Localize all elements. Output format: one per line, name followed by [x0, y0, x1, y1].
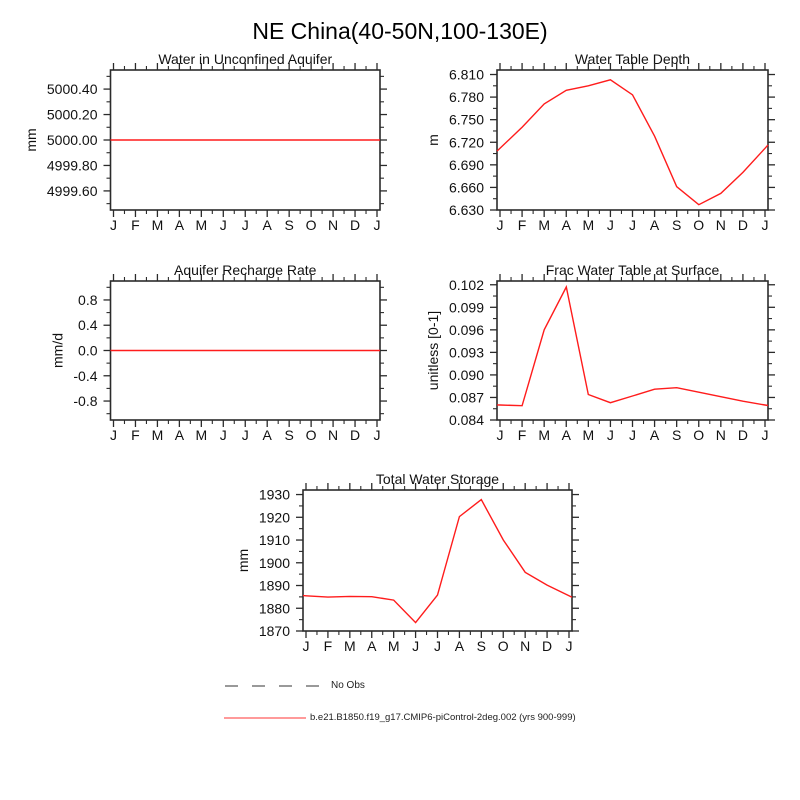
x-tick-label: J [496, 217, 504, 233]
chart-frac-water-table-at-surface [425, 262, 775, 443]
y-tick-label: 4999.60 [46, 182, 98, 199]
x-tick-label: J [565, 638, 573, 654]
x-tick-label: A [649, 427, 660, 443]
no-obs-label: No Obs [331, 680, 365, 691]
x-tick-label: A [367, 638, 377, 654]
x-tick-label: J [629, 427, 636, 443]
x-tick-label: N [715, 427, 726, 443]
x-tick-label: J [219, 427, 227, 443]
y-tick-label: 1890 [258, 577, 290, 594]
x-tick-label: J [241, 427, 249, 443]
y-tick-label: 1900 [258, 554, 290, 571]
page-title: NE China(40-50N,100-130E) [252, 18, 548, 44]
x-tick-label: A [454, 638, 465, 654]
y-tick-label: 1920 [258, 509, 290, 526]
y-tick-label: 0.093 [448, 344, 484, 361]
y-tick-label: 6.720 [448, 134, 484, 151]
x-tick-label: M [538, 427, 551, 443]
x-tick-label: S [476, 638, 487, 654]
x-tick-label: M [582, 217, 595, 233]
x-tick-label: J [761, 427, 769, 443]
y-axis-label: m [424, 134, 441, 146]
y-tick-label: 0.084 [448, 412, 484, 428]
subplot-title: Total Water Storage [375, 471, 500, 487]
x-tick-label: F [323, 638, 333, 654]
y-tick-label: 6.630 [448, 202, 484, 218]
y-axis-label: unitless [0-1] [424, 310, 441, 391]
x-tick-label: O [305, 217, 317, 233]
y-tick-label: 6.690 [448, 156, 484, 173]
x-tick-label: S [671, 427, 682, 443]
x-tick-label: D [349, 427, 361, 443]
x-tick-label: A [262, 427, 272, 443]
x-tick-label: S [284, 427, 294, 443]
x-tick-label: D [349, 217, 361, 233]
plot-frame [303, 490, 572, 631]
series-line [497, 287, 768, 406]
x-tick-label: A [174, 427, 185, 443]
y-tick-label: 5000.40 [46, 81, 98, 98]
y-tick-label: 0.4 [78, 317, 98, 334]
x-tick-label: J [110, 427, 117, 443]
subplot-title: Water in Unconfined Aquifer [158, 51, 333, 67]
y-tick-label: 1870 [258, 623, 290, 639]
x-tick-label: J [241, 217, 249, 233]
x-tick-label: D [737, 217, 748, 233]
x-tick-label: F [517, 427, 527, 443]
x-tick-label: J [606, 427, 614, 443]
y-tick-label: 1930 [258, 486, 290, 503]
x-tick-label: A [174, 217, 185, 233]
x-tick-label: M [151, 217, 164, 233]
y-tick-label: 4999.80 [46, 157, 98, 174]
x-tick-label: A [561, 217, 571, 233]
x-tick-label: M [582, 427, 595, 443]
x-tick-label: A [561, 427, 571, 443]
y-tick-label: -0.8 [73, 393, 98, 410]
x-tick-label: J [434, 638, 441, 654]
x-tick-label: F [517, 217, 527, 233]
x-tick-label: N [715, 217, 726, 233]
x-tick-label: N [520, 638, 531, 654]
x-tick-label: M [195, 217, 208, 233]
y-tick-label: 6.780 [448, 89, 484, 106]
y-axis-label: mm [234, 548, 251, 573]
x-tick-label: J [761, 217, 769, 233]
x-tick-label: O [497, 638, 509, 654]
model-run-label: b.e21.B1850.f19_g17.CMIP6-piControl-2deg.002 (yrs 900-999) [310, 712, 576, 723]
x-tick-label: O [305, 427, 317, 443]
y-tick-label: 6.660 [448, 179, 484, 196]
x-tick-label: A [649, 217, 660, 233]
y-tick-label: -0.4 [73, 367, 98, 384]
x-tick-label: D [542, 638, 553, 654]
x-tick-label: O [693, 217, 705, 233]
no-obs-line-sample [225, 685, 329, 687]
x-tick-label: J [606, 217, 614, 233]
subplot-title: Water Table Depth [574, 51, 691, 67]
x-tick-label: J [302, 638, 310, 654]
series-line [497, 80, 768, 205]
y-tick-label: 1880 [258, 600, 290, 617]
y-tick-label: 6.750 [448, 111, 484, 128]
y-tick-label: 0.099 [448, 299, 484, 316]
plot-frame [497, 70, 768, 210]
y-tick-label: 0.8 [78, 291, 98, 308]
x-tick-label: F [131, 217, 140, 233]
x-tick-label: M [387, 638, 400, 654]
y-tick-label: 5000.00 [46, 132, 98, 148]
subplot-title: Frac Water Table at Surface [545, 262, 720, 278]
x-tick-label: M [343, 638, 356, 654]
series-line [303, 500, 572, 623]
x-tick-label: N [328, 427, 339, 443]
y-tick-label: 0.102 [448, 276, 484, 293]
y-axis-label: mm [22, 128, 39, 152]
x-tick-label: N [328, 217, 339, 233]
x-tick-label: A [262, 217, 272, 233]
x-tick-label: J [373, 217, 381, 233]
y-tick-label: 0.0 [78, 342, 98, 359]
x-tick-label: J [629, 217, 636, 233]
x-tick-label: M [151, 427, 164, 443]
x-tick-label: D [737, 427, 748, 443]
x-tick-label: J [110, 217, 117, 233]
x-tick-label: J [412, 638, 420, 654]
y-tick-label: 5000.20 [46, 106, 98, 123]
subplot-title: Aquifer Recharge Rate [174, 262, 317, 278]
chart-water-in-unconfined-aquifer [23, 51, 387, 233]
y-tick-label: 0.090 [448, 366, 484, 383]
x-tick-label: J [219, 217, 227, 233]
y-tick-label: 0.096 [448, 321, 484, 338]
x-tick-label: O [693, 427, 705, 443]
x-tick-label: F [131, 427, 140, 443]
x-tick-label: J [373, 427, 381, 443]
x-tick-label: S [671, 217, 682, 233]
y-axis-label: mm/d [49, 333, 66, 368]
x-tick-label: J [496, 427, 504, 443]
y-tick-label: 0.087 [448, 389, 484, 406]
x-tick-label: M [195, 427, 208, 443]
y-tick-label: 6.810 [448, 66, 484, 83]
y-tick-label: 1910 [258, 532, 290, 549]
x-tick-label: S [284, 217, 294, 233]
chart-water-table-depth [425, 51, 775, 233]
model-line-sample [224, 717, 306, 719]
x-tick-label: M [538, 217, 551, 233]
chart-total-water-storage [235, 471, 579, 654]
chart-aquifer-recharge-rate [49, 262, 387, 443]
